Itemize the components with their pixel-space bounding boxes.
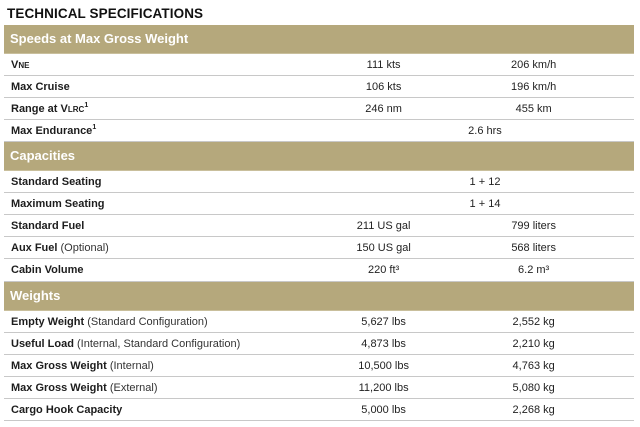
- metric-value: 6.2 m³: [518, 264, 550, 276]
- combined-value: 2.6 hrs: [468, 124, 502, 137]
- metric-value: 2,552 kg: [512, 315, 555, 328]
- table-row: [4, 399, 634, 421]
- row-label: Cargo Hook Capacity: [11, 403, 123, 416]
- section-header-capacities: Capacities: [4, 142, 634, 171]
- combined-value: 1 + 14: [469, 197, 501, 210]
- table-row: [4, 171, 634, 193]
- label-subscript: LRC: [67, 104, 85, 114]
- metric-value: 4,763 kg: [512, 359, 555, 372]
- table-row: [4, 237, 634, 259]
- row-label: Max Cruise: [11, 80, 70, 93]
- row-note: (Standard Configuration): [87, 315, 208, 328]
- imperial-value: 106 kts: [365, 80, 402, 93]
- section-header-weights: Weights: [4, 282, 634, 311]
- imperial-value: 11,200 lbs: [358, 381, 409, 394]
- row-label: Standard Fuel: [11, 219, 85, 232]
- row-label: Max Gross Weight (Internal): [11, 359, 154, 372]
- table-row: [4, 76, 634, 98]
- imperial-value: 220 ft³: [368, 264, 400, 276]
- metric-value: 2,268 kg: [512, 403, 555, 416]
- table-row: [4, 311, 634, 333]
- metric-value: 568 liters: [511, 241, 556, 254]
- row-note: (Optional): [60, 241, 109, 254]
- row-label: Maximum Seating: [11, 197, 105, 210]
- row-label: Empty Weight (Standard Configuration): [11, 315, 208, 328]
- row-label: Cabin Volume: [11, 264, 84, 276]
- metric-value: 5,080 kg: [512, 381, 555, 394]
- table-row: [4, 215, 634, 237]
- table-row: [4, 333, 634, 355]
- row-note: (Internal): [109, 359, 154, 372]
- metric-value: 206 km/h: [511, 58, 557, 71]
- row-label: Aux Fuel (Optional): [11, 241, 109, 254]
- table-row: [4, 193, 634, 215]
- table-row: [4, 259, 634, 282]
- imperial-value: 150 US gal: [356, 241, 411, 254]
- table-row: [4, 355, 634, 377]
- combined-value: 1 + 12: [469, 175, 501, 188]
- imperial-value: 5,000 lbs: [361, 403, 406, 416]
- row-label: Range at VLRC$^1$: [11, 101, 89, 115]
- footnote-marker: 1: [92, 123, 97, 131]
- table-row: [4, 98, 634, 120]
- imperial-value: 5,627 lbs: [361, 315, 406, 328]
- metric-value: 455 km: [515, 102, 552, 115]
- row-note: (External): [109, 381, 158, 394]
- row-note: (Internal, Standard Configuration): [77, 337, 241, 350]
- metric-value: 2,210 kg: [512, 337, 555, 350]
- metric-value: 196 km/h: [511, 80, 557, 93]
- imperial-value: 211 US gal: [356, 219, 411, 232]
- metric-value: 799 liters: [511, 219, 556, 232]
- row-label: VNE: [11, 58, 30, 71]
- section-header-speeds: Speeds at Max Gross Weight: [4, 25, 634, 54]
- row-label: Max Gross Weight (External): [11, 381, 158, 394]
- footnote-marker: 1: [84, 101, 89, 109]
- imperial-value: 246 nm: [365, 102, 402, 115]
- row-label: Max Endurance$^1$: [11, 123, 97, 137]
- label-subscript: NE: [18, 60, 30, 70]
- table-row: [4, 120, 634, 142]
- imperial-value: 10,500 lbs: [358, 359, 409, 372]
- imperial-value: 111 kts: [366, 58, 401, 71]
- page-title: TECHNICAL SPECIFICATIONS: [7, 6, 204, 21]
- table-row: [4, 54, 634, 76]
- imperial-value: 4,873 lbs: [361, 337, 406, 350]
- row-label: Standard Seating: [11, 175, 102, 188]
- row-label: Useful Load (Internal, Standard Configuration): [11, 337, 241, 350]
- table-row: [4, 377, 634, 399]
